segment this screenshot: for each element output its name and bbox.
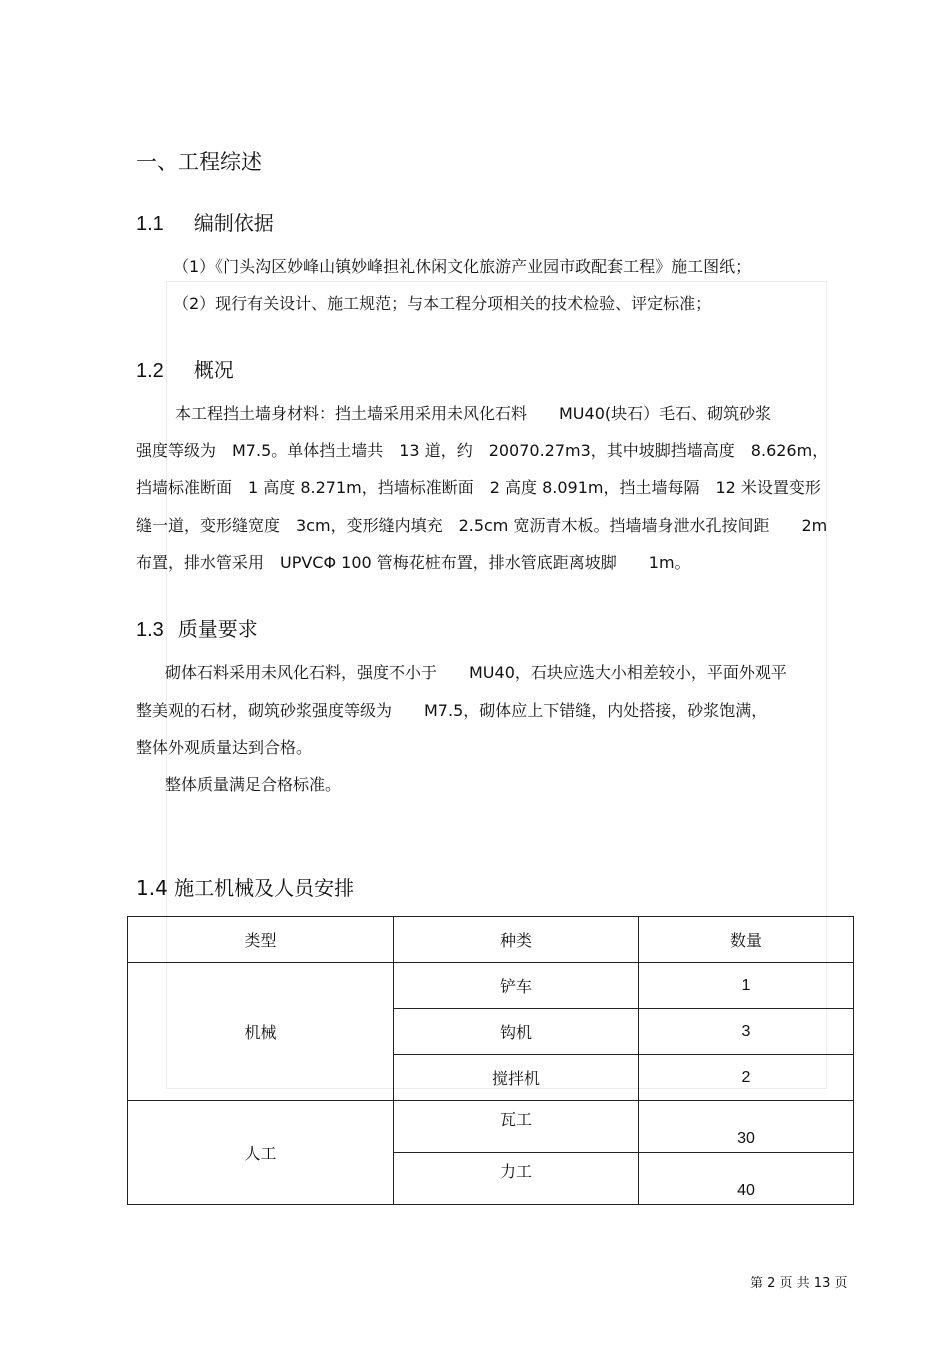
kind-cell: 搅拌机	[394, 1055, 639, 1101]
qty-cell: 1	[639, 963, 854, 1009]
section-1-1-title: 编制依据	[193, 211, 274, 235]
page-footer: 第 2 页 共 13 页	[750, 1276, 848, 1291]
overview-line-4: 缝一道，变形缝宽度 3cm，变形缝内填充 2.5cm 宽沥青木板。挡墙墙身泄水孔按间距 2m	[136, 516, 828, 535]
qty-cell: 2	[639, 1055, 854, 1101]
overview-line-1: 本工程挡土墙身材料：挡土墙采用采用未风化石料 MU40(块石）毛石、砌筑砂浆	[175, 404, 772, 423]
table-header-row	[128, 917, 854, 963]
header-qty: 数量	[639, 917, 854, 963]
section-1-4-heading: 1.4 施工机械及人员安排	[136, 876, 355, 900]
kind-cell: 瓦工	[394, 1101, 639, 1153]
chapter-heading: 一、工程综述	[136, 150, 262, 174]
section-1-3-number: 1.3	[136, 619, 164, 641]
type-machinery: 机械	[128, 963, 394, 1101]
quality-line-1: 砌体石料采用未风化石料，强度不小于 MU40，石块应选大小相差较小，平面外观平	[165, 663, 787, 682]
section-1-1-heading	[136, 207, 274, 236]
qty-cell: 40	[639, 1153, 854, 1205]
table-row	[128, 1101, 854, 1153]
section-1-2-heading	[136, 354, 234, 383]
section-1-3-heading	[136, 613, 258, 642]
basis-item-2: （2）现行有关设计、施工规范；与本工程分项相关的技术检验、评定标准；	[173, 294, 712, 313]
type-labor: 人工	[128, 1101, 394, 1205]
kind-cell: 铲车	[394, 963, 639, 1009]
header-kind: 种类	[394, 917, 639, 963]
table-row	[128, 963, 854, 1009]
kind-cell: 钩机	[394, 1009, 639, 1055]
quality-line-2: 整美观的石材，砌筑砂浆强度等级为 M7.5，砌体应上下错缝，内处搭接，砂浆饱满，	[136, 701, 768, 720]
overview-line-5: 布置，排水管采用 UPVCΦ 100 管梅花桩布置，排水管底距离坡脚 1m。	[136, 553, 691, 572]
basis-item-1: （1）《门头沟区妙峰山镇妙峰担礼休闲文化旅游产业园市政配套工程》施工图纸；	[173, 257, 752, 276]
header-type: 类型	[128, 917, 394, 963]
overview-line-2: 强度等级为 M7.5。单体挡土墙共 13 道，约 20070.27m3，其中坡脚挡墙高度 8.626m，	[136, 441, 829, 460]
equipment-table	[127, 916, 854, 1205]
quality-line-4: 整体质量满足合格标准。	[165, 775, 342, 794]
section-1-2-title: 概况	[193, 358, 234, 382]
section-1-2-number: 1.2	[136, 360, 164, 382]
quality-line-3: 整体外观质量达到合格。	[136, 738, 313, 757]
qty-cell: 3	[639, 1009, 854, 1055]
qty-cell: 30	[639, 1101, 854, 1153]
kind-cell: 力工	[394, 1153, 639, 1205]
section-1-3-title: 质量要求	[177, 617, 258, 641]
section-1-1-number: 1.1	[136, 213, 164, 235]
overview-line-3: 挡墙标准断面 1 高度 8.271m，挡墙标准断面 2 高度 8.091m，挡土墙每隔 12 米设置变形	[136, 478, 821, 497]
